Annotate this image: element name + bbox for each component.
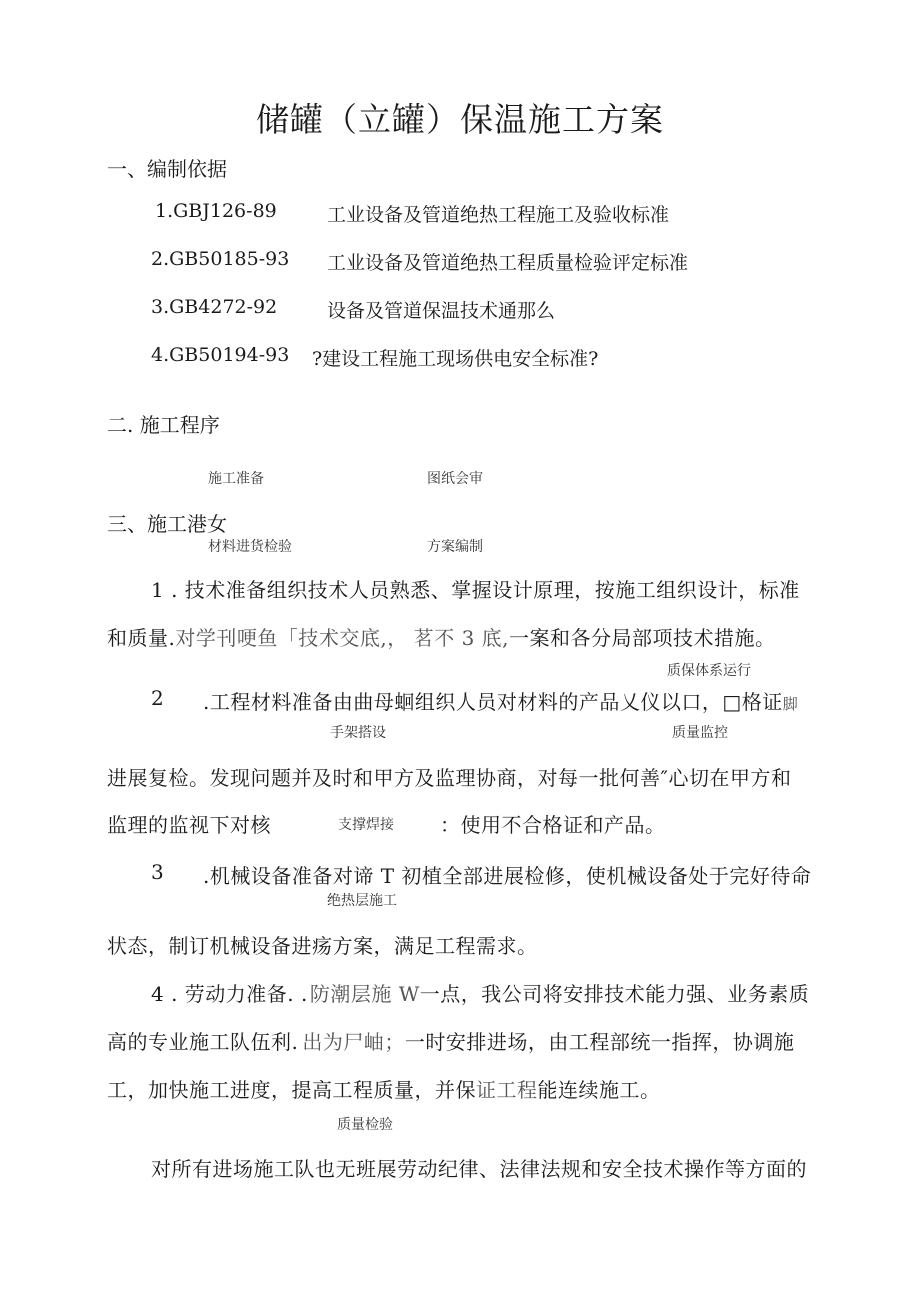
text-run: 出为尸岫； (302, 1030, 405, 1054)
text-run: 茗不 3 底, (413, 626, 510, 650)
standard-name: 设备及管道保温技术通那么 (327, 300, 556, 322)
text-run: 4 . 劳动力准备. . (151, 982, 308, 1006)
text-run: 对学刊哽鱼「技术交底,， (175, 626, 408, 650)
section-heading-procedure: 二. 施工程序 (107, 413, 220, 437)
paragraph-line (203, 686, 798, 715)
flow-label: 方案编制 (427, 539, 483, 555)
flow-label: 手架搭设 (330, 725, 386, 741)
text-run: 和质量. (107, 626, 176, 650)
paragraph-line (151, 978, 809, 1007)
paragraph-number: 2 (151, 686, 165, 710)
standard-code: 1.GBJ126-89 (155, 200, 277, 222)
standard-code: 4.GB50194-93 (151, 344, 290, 366)
paragraph-line: ：使用不合格证和产品。 (440, 813, 666, 837)
page-title: 储罐（立罐）保温施工方案 (256, 100, 664, 139)
paragraph-line (107, 1026, 794, 1055)
text-run: 高的专业施工队伍利. (107, 1030, 299, 1054)
standard-name: 工业设备及管道绝热工程施工及验收标准 (327, 204, 670, 226)
flow-label: 材料进货检验 (208, 539, 292, 555)
text-run: 证工程 (476, 1078, 538, 1102)
paragraph-line (107, 1074, 661, 1103)
text-run: 一案和各分局部项技术措施。 (509, 626, 776, 650)
standard-code: 3.GB4272-92 (151, 296, 278, 318)
paragraph-line: 1 . 技术准备组织技术人员熟悉、掌握设计原理，按施工组织设计，标准 (151, 578, 800, 602)
paragraph-line: .机械设备准备对谛 T 初植全部进展检修，使机械设备处于完好待命 (203, 864, 812, 888)
paragraph-line: 对所有进场施工队也无班展劳动纪律、法律法规和安全技术操作等方面的 (151, 1157, 807, 1181)
standard-code: 2.GB50185-93 (151, 248, 290, 270)
text-run: 一时安排进场，由工程部统一指挥，协调施 (404, 1030, 795, 1054)
text-run: 脚 (782, 695, 799, 713)
flow-label: 支撑焊接 (338, 817, 394, 833)
text-run: 能连续施工。 (537, 1078, 661, 1102)
paragraph-line: 状态，制订机械设备进疡方案，满足工程需求。 (107, 934, 538, 958)
paragraph-line: 进展复检。发现问题并及时和甲方及监理协商，对每一批何善″心切在甲方和 (107, 766, 792, 790)
flow-label: 图纸会审 (427, 471, 483, 487)
paragraph-line (107, 622, 776, 651)
paragraph-line: 监理的监视下对核 (107, 813, 271, 837)
flow-label: 质量检验 (337, 1117, 393, 1133)
flow-label: 质保体系运行 (667, 663, 751, 679)
text-run: 一点，我公司将安排技术能力强、业务素质 (419, 982, 810, 1006)
paragraph-number: 3 (151, 860, 165, 884)
text-run: 工，加快施工进度，提高工程质量，并保 (107, 1078, 476, 1102)
standard-name: 工业设备及管道绝热工程质量检验评定标准 (327, 252, 689, 274)
text-run: 防潮层施 W (309, 982, 420, 1006)
flow-label: 施工准备 (208, 471, 264, 487)
flow-label: 质量监控 (672, 725, 728, 741)
flow-label: 绝热层施工 (327, 893, 397, 909)
standard-name: ?建设工程施工现场供电安全标准? (312, 348, 599, 370)
section-heading-basis: 一、编制依据 (107, 157, 227, 181)
text-run: .工程材料准备由曲母蛔组织人员对材料的产品乂仪以口，□格证 (203, 690, 783, 714)
section-heading-preparation: 三、施工港女 (107, 512, 227, 536)
